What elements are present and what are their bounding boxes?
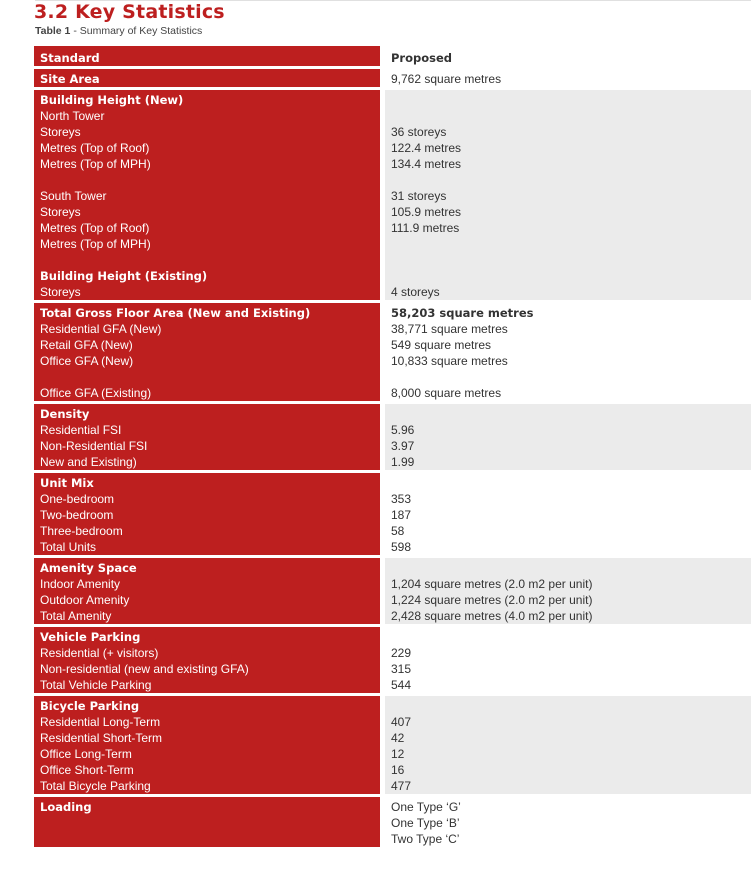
key-statistics-table	[34, 46, 751, 847]
item-value: 187	[391, 508, 412, 522]
standard-cell	[34, 473, 380, 555]
item-label: Office Long-Term	[40, 747, 132, 761]
category-label: Unit Mix	[40, 476, 94, 490]
proposed-cell	[385, 473, 751, 555]
proposed-cell	[385, 69, 751, 87]
item-value: 36 storeys	[391, 125, 447, 139]
item-label: Non-residential (new and existing GFA)	[40, 662, 249, 676]
proposed-cell	[385, 627, 751, 693]
item-value: 3.97	[391, 439, 415, 453]
item-label: Total Bicycle Parking	[40, 779, 151, 793]
item-value: 598	[391, 540, 412, 554]
item-label: Residential FSI	[40, 423, 122, 437]
item-label: Metres (Top of Roof)	[40, 141, 150, 155]
item-value	[391, 108, 745, 124]
item-value: 38,771 square metres	[391, 322, 508, 336]
table-row	[34, 90, 751, 303]
item-label	[40, 815, 374, 831]
item-value	[391, 698, 745, 714]
item-value: 8,000 square metres	[391, 386, 502, 400]
category-label: Bicycle Parking	[40, 699, 140, 713]
item-value: 477	[391, 779, 412, 793]
table-row	[34, 473, 751, 558]
item-value: 58,203 square metres	[391, 306, 534, 320]
item-value: 353	[391, 492, 412, 506]
standard-cell	[34, 558, 380, 624]
category-label: Building Height (Existing)	[40, 269, 208, 283]
item-value: 105.9 metres	[391, 205, 462, 219]
table-caption-text: - Summary of Key Statistics	[70, 25, 203, 37]
table-row	[34, 696, 751, 797]
item-value	[391, 252, 745, 268]
item-label: Retail GFA (New)	[40, 338, 133, 352]
item-label: One-bedroom	[40, 492, 115, 506]
item-value: 58	[391, 524, 405, 538]
item-value	[391, 475, 745, 491]
item-value: One Type ‘B’	[391, 816, 460, 830]
item-value: 10,833 square metres	[391, 354, 508, 368]
item-label	[40, 252, 374, 268]
item-value: One Type ‘G’	[391, 800, 461, 814]
item-label	[40, 172, 374, 188]
item-label: North Tower	[40, 109, 105, 123]
item-value: Proposed	[391, 51, 453, 65]
item-label: New and Existing)	[40, 455, 137, 469]
item-value: 1.99	[391, 455, 415, 469]
item-value: 1,224 square metres (2.0 m2 per unit)	[391, 593, 593, 607]
standard-cell	[34, 627, 380, 693]
item-label: Office GFA (Existing)	[40, 386, 152, 400]
proposed-cell	[385, 696, 751, 794]
item-value: 315	[391, 662, 412, 676]
table-row	[34, 558, 751, 627]
table-row	[34, 627, 751, 696]
item-label: Metres (Top of Roof)	[40, 221, 150, 235]
item-label: Storeys	[40, 125, 81, 139]
item-value: 5.96	[391, 423, 415, 437]
item-value: Two Type ‘C’	[391, 832, 460, 846]
item-label	[40, 369, 374, 385]
proposed-column-header	[385, 46, 751, 66]
proposed-cell	[385, 303, 751, 401]
proposed-cell	[385, 404, 751, 470]
item-value	[391, 92, 745, 108]
item-value: 549 square metres	[391, 338, 492, 352]
item-value: 4 storeys	[391, 285, 440, 299]
item-label: Office Short-Term	[40, 763, 134, 777]
item-label: Metres (Top of MPH)	[40, 157, 151, 171]
item-value: 111.9 metres	[391, 221, 460, 235]
standard-cell	[34, 404, 380, 470]
item-label: Metres (Top of MPH)	[40, 237, 151, 251]
item-label: Two-bedroom	[40, 508, 114, 522]
item-value	[391, 560, 745, 576]
item-value: 31 storeys	[391, 189, 447, 203]
item-value: 42	[391, 731, 405, 745]
table-header-row	[34, 46, 751, 69]
item-value: 1,204 square metres (2.0 m2 per unit)	[391, 577, 593, 591]
item-value: 544	[391, 678, 412, 692]
category-label: Total Gross Floor Area (New and Existing)	[40, 306, 311, 320]
item-label: Outdoor Amenity	[40, 593, 130, 607]
item-label: Residential GFA (New)	[40, 322, 162, 336]
category-label: Site Area	[40, 72, 100, 86]
table-caption-label: Table 1	[35, 25, 71, 37]
item-label: Storeys	[40, 205, 81, 219]
section-heading: 3.2 Key Statistics	[34, 1, 225, 23]
category-label: Building Height (New)	[40, 93, 184, 107]
table-caption	[35, 25, 202, 37]
item-label: Non-Residential FSI	[40, 439, 148, 453]
item-label: Storeys	[40, 285, 81, 299]
item-label: Residential (+ visitors)	[40, 646, 159, 660]
item-label	[40, 831, 374, 847]
item-label: Three-bedroom	[40, 524, 123, 538]
item-label: Office GFA (New)	[40, 354, 134, 368]
item-value: 134.4 metres	[391, 157, 462, 171]
item-value	[391, 172, 745, 188]
category-label: Amenity Space	[40, 561, 137, 575]
category-label: Loading	[40, 800, 92, 814]
item-label: Residential Short-Term	[40, 731, 163, 745]
item-value: 9,762 square metres	[391, 72, 502, 86]
item-value: 229	[391, 646, 412, 660]
table-row	[34, 404, 751, 473]
item-value	[391, 369, 745, 385]
item-value	[391, 236, 745, 252]
item-label: Indoor Amenity	[40, 577, 121, 591]
item-value: 122.4 metres	[391, 141, 462, 155]
item-value	[391, 629, 745, 645]
item-label: Total Units	[40, 540, 97, 554]
category-label: Density	[40, 407, 90, 421]
table-row	[34, 797, 751, 847]
category-label: Vehicle Parking	[40, 630, 141, 644]
standard-cell	[34, 303, 380, 401]
proposed-cell	[385, 558, 751, 624]
proposed-cell	[385, 90, 751, 300]
item-value: 16	[391, 763, 405, 777]
proposed-cell	[385, 797, 751, 847]
item-label: Total Amenity	[40, 609, 112, 623]
item-label: South Tower	[40, 189, 107, 203]
item-label: Total Vehicle Parking	[40, 678, 152, 692]
item-value: 12	[391, 747, 405, 761]
item-value: 407	[391, 715, 412, 729]
standard-cell	[34, 696, 380, 794]
standard-cell	[34, 797, 380, 847]
item-value: 2,428 square metres (4.0 m2 per unit)	[391, 609, 593, 623]
category-label: Standard	[40, 51, 100, 65]
table-row	[34, 303, 751, 404]
standard-cell	[34, 69, 380, 87]
table-row	[34, 69, 751, 90]
item-value	[391, 268, 745, 284]
item-label: Residential Long-Term	[40, 715, 161, 729]
standard-column-header	[34, 46, 380, 66]
standard-cell	[34, 90, 380, 300]
item-value	[391, 406, 745, 422]
